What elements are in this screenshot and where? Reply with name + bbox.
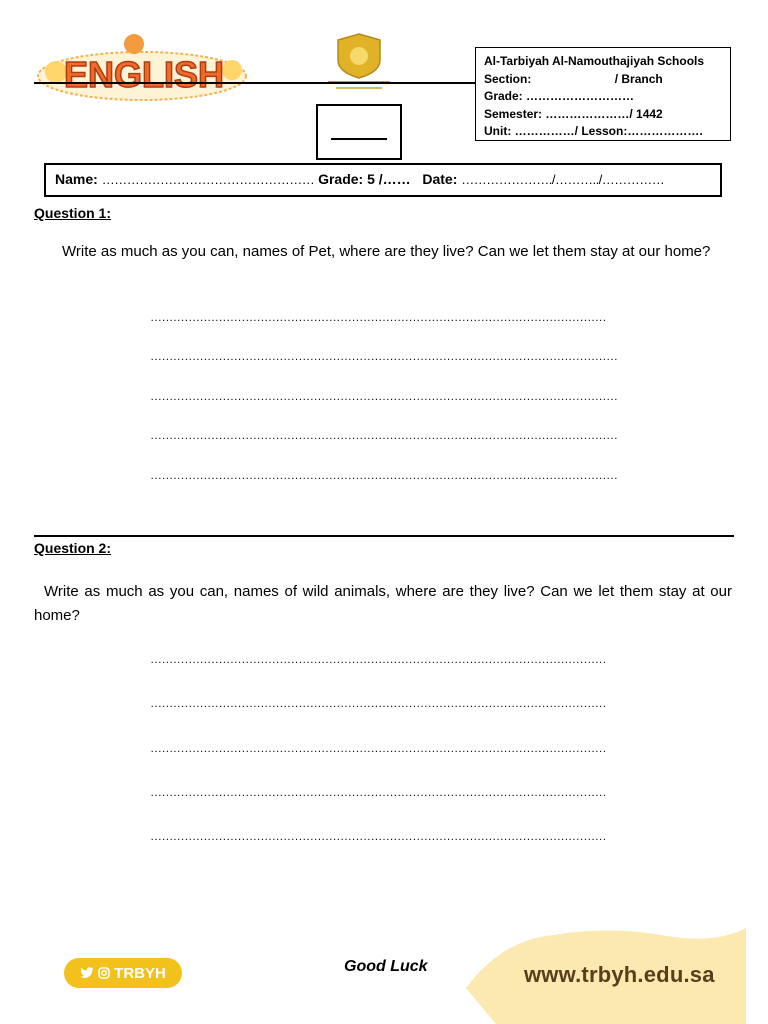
question-2-answer-line[interactable]: ………………………………………………………………………………………………………… [150,741,607,755]
score-box [316,104,402,160]
semester-field: Semester: …………………/ 1442 [484,106,663,121]
grade-field: Grade: ……………………… [484,89,635,103]
question-1-answer-line[interactable]: …………………………………………………………………………………………………………… [150,389,618,403]
name-blank[interactable]: …………………………………………… [101,172,315,187]
question-1-answer-line[interactable]: …………………………………………………………………………………………………………… [150,428,618,442]
school-info-box [475,47,731,141]
english-logo [34,30,249,106]
question-2-title: Question 2: [34,540,112,556]
twitter-icon [80,967,94,979]
score-line [331,138,387,140]
question-1-answer-line[interactable]: …………………………………………………………………………………………………………… [150,468,618,482]
name-label: Name: [55,171,98,187]
instagram-icon [98,967,110,979]
social-handle-badge[interactable] [64,958,182,988]
grade-label: Grade: 5 /…… [318,171,411,187]
question-1-answer-line[interactable]: …………………………………………………………………………………………………………… [150,349,618,363]
question-1-title: Question 1: [34,205,112,221]
question-2-text: Write as much as you can, names of wild animals, where are they live? Can we let them stay at our home? [34,583,732,624]
section-field: Section: / Branch [484,71,663,86]
logo-text: ENGLISH [63,54,225,95]
question-2-answer-line[interactable]: ………………………………………………………………………………………………………… [150,652,607,666]
question-2-answer-line[interactable]: ………………………………………………………………………………………………………… [150,696,607,710]
section-divider [34,535,734,537]
school-name: Al-Tarbiyah Al-Namouthajiyah Schools [484,54,705,68]
date-label: Date: [422,171,458,187]
good-luck-text: Good Luck [344,958,428,975]
question-1-answer-line[interactable]: ………………………………………………………………………………………………………… [150,310,607,324]
question-2-answer-line[interactable]: ………………………………………………………………………………………………………… [150,829,607,843]
social-handle-text: TRBYH [114,964,166,982]
question-2-answer-line[interactable]: ………………………………………………………………………………………………………… [150,785,607,799]
student-info-box [44,163,722,197]
date-blank[interactable]: …………………./………../…………… [461,172,665,187]
website-link[interactable]: www.trbyh.edu.sa [524,962,715,987]
question-1-text: Write as much as you can, names of Pet, where are they live? Can we let them stay at our home? [62,243,711,260]
unit-lesson-field: Unit: ……………/ Lesson:………………. [484,124,703,138]
